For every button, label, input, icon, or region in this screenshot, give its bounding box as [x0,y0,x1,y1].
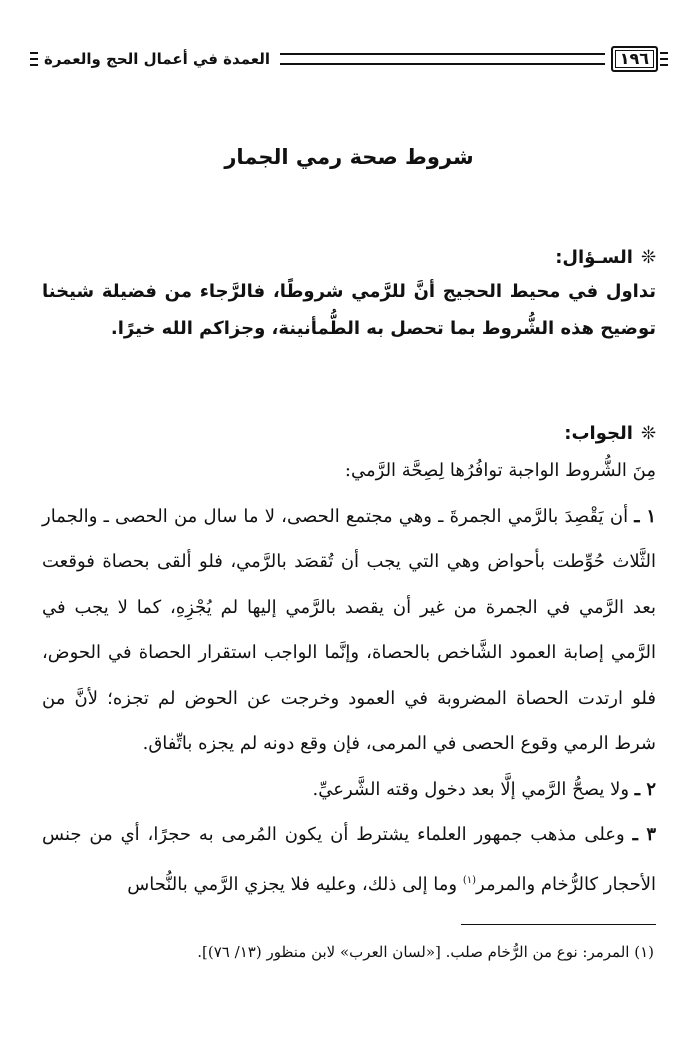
item-text: ولا يصحُّ الرَّمي إلَّا بعد دخول وقته الشَّرعيِّ. [312,778,630,800]
question-text: تداول في محيط الحجيج أنَّ للرَّمي شروطًا، فالرَّجاء من فضيلة شيخنا توضيح هذه الشُّروط بما تحصل به الطُّمأنينة، وجزاكم الله خيرًا. [42,281,656,339]
item-number: ٢ ـ [634,778,656,800]
item-number: ١ ـ [634,505,656,527]
footnote-marker: (١) [634,943,654,961]
item-number: ٣ ـ [632,824,656,845]
question-label [555,247,656,268]
header-ornament [30,52,38,66]
answer-intro: مِنَ الشُّروط الواجبة توافُرُها لِصِحَّة الرَّمي: [344,460,656,481]
star-ornament-icon: ❊ [640,423,656,444]
header-ornament [660,52,668,66]
footnote-text: المرمر: نوع من الرُّخام صلب. [«لسان العرب» لابن منظور (١٣/ ٧٦)]. [197,943,630,961]
answer-label-text: الجواب: [564,423,633,444]
book-title: العمدة في أعمال الحج والعمرة [44,50,270,68]
answer-body [42,448,656,907]
answer-label [564,423,656,444]
item-text: وعلى مذهب جمهور العلماء يشترط أن يكون المُرمى به حجرًا، أي من جنس الأحجار كالرُّخام والمرمر [42,824,656,895]
item-text: وما إلى ذلك، وعليه فلا يجزي الرَّمي بالنُّحاس [127,873,458,895]
answer-item-1 [42,494,656,767]
page-number: ١٩٦ [611,46,658,72]
answer-item-2 [42,767,656,813]
footnote [42,938,654,966]
chapter-title: شروط صحة رمي الجمار [224,145,474,169]
star-ornament-icon: ❊ [640,247,656,268]
answer-item-3 [42,812,656,907]
item-text: أن يَقْصِدَ بالرَّمي الجمرةَ ـ وهي مجتمع الحصى، لا ما سال من الحصى ـ والجمار الثَّلاث حُوِّطت بأحواض وهي التي يجب أن تُقصَد بالرَّمي، فلو ألقى بحصاة فوقعت بعد الرَّمي في الجمرة من غير أن يقصد بالرَّمي إليها لم يُجْزِهِ، كما لا يجب في الرَّمي إصابة العمود الشَّاخص بالحصاة، وإنَّما الواجب استقرار الحصاة في الحوض، فلو ارتدت الحصاة المضروبة في العمود وخرجت عن الحوض لم تجزه؛ لأنَّ من شرط الرمي وقوع الحصى في المرمى، فإن وقع دونه لم يجزه باتِّفاق. [42,505,656,754]
footnote-separator [461,924,656,925]
running-header [30,46,668,72]
footnote-reference[interactable]: (١) [462,874,477,886]
question-label-text: السـؤال: [555,247,633,268]
header-rule [280,53,605,65]
